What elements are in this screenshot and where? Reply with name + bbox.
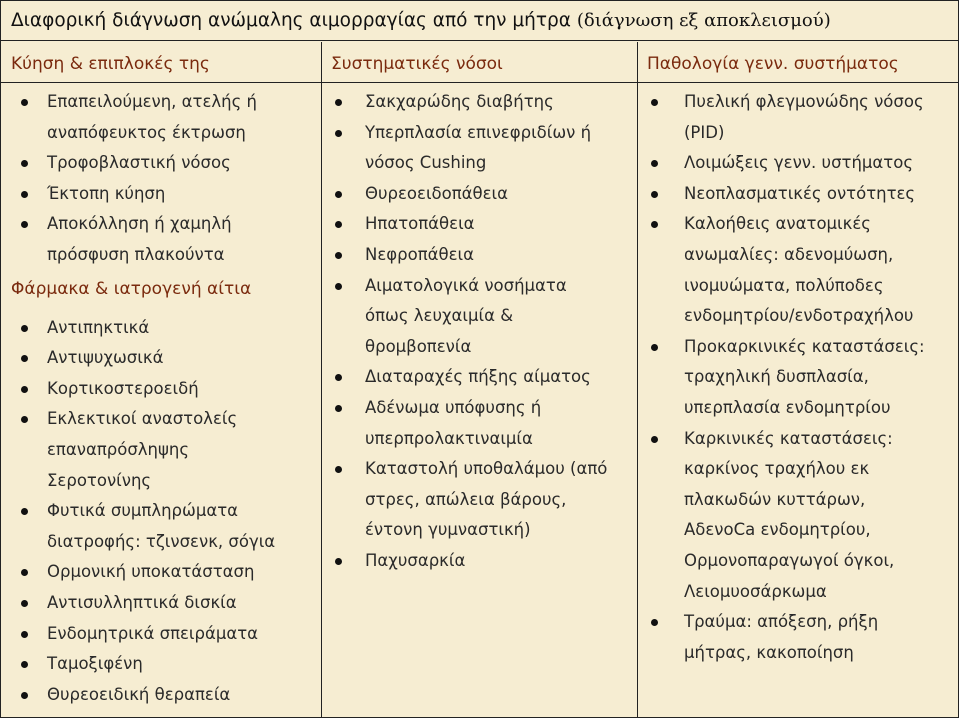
list-item: [1, 588, 321, 619]
list-item: [1, 496, 321, 527]
list-item: [1, 240, 321, 271]
list-item-text: Καρκινικές καταστάσεις:: [684, 428, 893, 448]
list-item: [322, 148, 637, 179]
list-item: [638, 515, 958, 546]
list-item-text: διατροφής: τζινσενκ, σόγια: [47, 531, 276, 551]
bullet-icon: [335, 558, 342, 565]
list-item: [638, 362, 958, 393]
list-item: [1, 619, 321, 650]
list-item: [322, 118, 637, 149]
table-title: [1, 1, 958, 41]
list-item: [638, 179, 958, 210]
list-item-text: καρκίνος τραχήλου εκ: [684, 459, 870, 479]
list-item: [322, 424, 637, 455]
list-item: [322, 485, 637, 516]
list-item: [638, 118, 958, 149]
list-item-text: ινομυώματα, πολύποδες: [684, 275, 884, 295]
bullet-icon: [21, 600, 28, 607]
bullet-icon: [335, 221, 342, 228]
list-item: [1, 313, 321, 344]
list-item: [638, 148, 958, 179]
list-item-text: Διαταραχές πήξης αίματος: [365, 367, 591, 387]
list-item-text: Αντισυλληπτικά δισκία: [47, 592, 237, 612]
list-item: [322, 393, 637, 424]
list-item-text: Πυελική φλεγμονώδης νόσος: [684, 92, 924, 111]
list-item-text: Ηπατοπάθεια: [365, 214, 475, 234]
list-item-text: αναπόφευκτος έκτρωση: [47, 122, 246, 142]
list-item: [638, 577, 958, 608]
column-header-pregnancy: Κύηση & επιπλοκές της: [11, 54, 210, 74]
list-item-text: Φυτικά συμπληρώματα: [47, 501, 239, 521]
list-item-text: Τροφοβλαστική νόσος: [47, 153, 231, 173]
bullet-icon: [335, 466, 342, 473]
list-item-text: θρομβοπενία: [365, 336, 472, 356]
list-item-text: Τραύμα: απόξεση, ρήξη: [684, 612, 879, 632]
list-item: [638, 332, 958, 363]
list-item: [1, 466, 321, 497]
bullet-icon: [21, 692, 28, 699]
list-item: [638, 546, 958, 577]
list-item: [638, 301, 958, 332]
list-item: [1, 179, 321, 210]
list-item: [638, 209, 958, 240]
list-item-text: Νεοπλασματικές οντότητες: [684, 183, 916, 203]
list-item: [1, 527, 321, 558]
list-item-text: πλακωδών κυττάρων,: [684, 489, 866, 509]
bullet-icon: [651, 160, 658, 167]
list-item: [322, 454, 637, 485]
list-item: [638, 638, 958, 669]
list-item: [638, 87, 958, 118]
list-item: [638, 485, 958, 516]
list-item-text: Ταμοξιφένη: [47, 654, 143, 674]
list-item-text: Ορμονική υποκατάσταση: [47, 562, 255, 582]
list-item-text: Καταστολή υποθαλάμου (από: [365, 459, 608, 479]
list-item-text: τραχηλική δυσπλασία,: [684, 367, 869, 387]
bullet-icon: [335, 191, 342, 198]
list-item-text: πρόσφυση πλακούντα: [47, 244, 225, 264]
list-item-text: Επαπειλούμενη, ατελής ή: [47, 92, 257, 111]
bullet-icon: [651, 191, 658, 198]
list-item-text: Λειομυοσάρκωμα: [684, 581, 827, 601]
bullet-icon: [21, 221, 28, 228]
list-item: [1, 148, 321, 179]
list-item: [638, 607, 958, 638]
list-item-text: Ενδομητρικά σπειράματα: [47, 623, 259, 643]
list-item: [322, 301, 637, 332]
list-item-text: υπερπλασία ενδομητρίου: [684, 397, 891, 417]
bullet-icon: [335, 99, 342, 106]
list-item: [1, 404, 321, 435]
bullet-icon: [651, 221, 658, 228]
list-item: [638, 424, 958, 455]
bullet-icon: [21, 355, 28, 362]
list-item-text: Έκτοπη κύηση: [47, 183, 166, 203]
bullet-icon: [335, 374, 342, 381]
list-item-text: όπως λευχαιμία &: [365, 306, 514, 326]
list-item: [638, 240, 958, 271]
list-item: [1, 649, 321, 680]
bullet-icon: [21, 160, 28, 167]
list-item: [322, 240, 637, 271]
bullet-icon: [21, 386, 28, 393]
list-item: [1, 374, 321, 405]
list-item-text: Υπερπλασία επινεφριδίων ή: [365, 122, 592, 142]
list-item: [638, 393, 958, 424]
list-item: [1, 343, 321, 374]
list-item-text: Προκαρκινικές καταστάσεις:: [684, 336, 925, 356]
list-item: [322, 546, 637, 577]
list-item: [1, 680, 321, 711]
list-item-text: νόσος Cushing: [365, 153, 487, 173]
list-item-text: Σακχαρώδης διαβήτης: [365, 92, 554, 111]
list-item: [1, 118, 321, 149]
bullet-icon: [335, 405, 342, 412]
list-item: [322, 87, 637, 118]
column-systemic: [322, 87, 637, 577]
bullet-icon: [21, 631, 28, 638]
subheader-row: [1, 271, 321, 307]
bullet-icon: [21, 661, 28, 668]
list-item: [1, 435, 321, 466]
list-item-text: Νεφροπάθεια: [365, 244, 474, 264]
bullet-icon: [21, 325, 28, 332]
list-item: [1, 87, 321, 118]
list-item-text: Ορμονοπαραγωγοί όγκοι,: [684, 550, 895, 570]
bullet-icon: [335, 252, 342, 259]
list-item-text: (PID): [684, 122, 725, 142]
list-item-text: Σεροτονίνης: [47, 470, 152, 490]
list-item: [638, 454, 958, 485]
list-item-text: στρες, απώλεια βάρους,: [365, 489, 567, 509]
column-genital: [638, 87, 958, 668]
list-item-text: Αιματολογικά νοσήματα: [365, 275, 567, 295]
bullet-icon: [335, 130, 342, 137]
column-pregnancy: [1, 87, 321, 710]
list-item-text: Καλοήθεις ανατομικές: [684, 214, 871, 234]
list-item: [322, 179, 637, 210]
list-item: [638, 271, 958, 302]
list-item: [322, 332, 637, 363]
bullet-icon: [651, 344, 658, 351]
list-item-text: Αντιψυχωσικά: [47, 348, 164, 368]
list-item: [322, 209, 637, 240]
title-main: Διαφορική διάγνωση ανώμαλης αιμορραγίας από την μήτρα: [11, 10, 571, 31]
bullet-icon: [21, 99, 28, 106]
bullet-icon: [21, 508, 28, 515]
bullet-icon: [651, 99, 658, 106]
list-item-text: Θυρεοειδοπάθεια: [365, 183, 508, 203]
list-item-text: Κορτικοστεροειδή: [47, 378, 199, 398]
bullet-icon: [21, 416, 28, 423]
list-item: [322, 515, 637, 546]
list-item-text: έντονη γυμναστική): [365, 520, 531, 540]
list-item: [322, 271, 637, 302]
list-item-text: Αδένωμα υπόφυσης ή: [365, 397, 542, 417]
list-item: [1, 557, 321, 588]
column-header-systemic: Συστηματικές νόσοι: [331, 54, 503, 74]
bullet-icon: [21, 569, 28, 576]
list-item-text: Παχυσαρκία: [365, 550, 466, 570]
bullet-icon: [335, 283, 342, 290]
subheader-drugs: Φάρμακα & ιατρογενή αίτια: [11, 278, 252, 299]
list-item: [1, 209, 321, 240]
list-item-text: Αποκόλληση ή χαμηλή: [47, 214, 232, 234]
list-item-text: ενδομητρίου/ενδοτραχήλου: [684, 306, 914, 326]
list-item-text: Εκλεκτικοί αναστολείς: [47, 409, 238, 429]
list-item-text: επαναπρόσληψης: [47, 439, 190, 459]
bullet-icon: [21, 191, 28, 198]
list-item-text: μήτρας, κακοποίηση: [684, 642, 854, 662]
bullet-icon: [651, 619, 658, 626]
list-item-text: ΑδενοCa ενδομητρίου,: [684, 520, 871, 540]
bullet-icon: [651, 436, 658, 443]
list-item-text: Λοιμώξεις γενν. υστήματος: [684, 153, 914, 173]
header-divider: [1, 82, 958, 83]
title-parenthetical: (διάγνωση εξ αποκλεισμού): [576, 10, 831, 31]
list-item-text: ανωμαλίες: αδενομύωση,: [684, 244, 894, 264]
list-item-text: υπερπρολακτιναιμία: [365, 428, 533, 448]
list-item: [322, 362, 637, 393]
list-item-text: Θυρεοειδική θεραπεία: [47, 684, 231, 704]
column-header-genital: Παθολογία γενν. συστήματος: [647, 54, 899, 74]
list-item-text: Αντιπηκτικά: [47, 317, 150, 337]
